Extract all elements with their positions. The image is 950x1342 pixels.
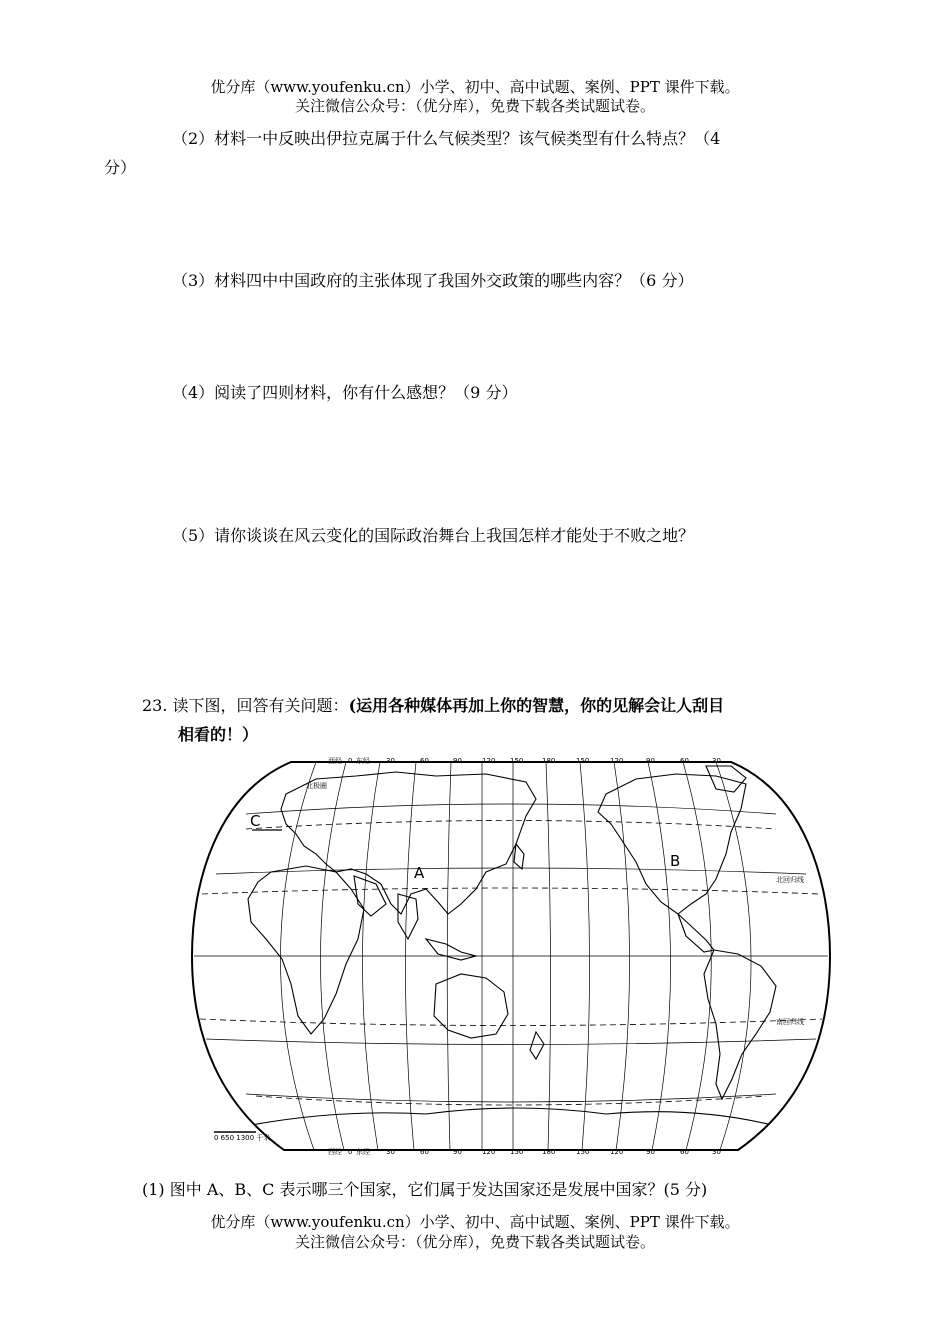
- top-lon-label-13: 30: [712, 757, 721, 765]
- top-lon-label-0: 西经: [328, 757, 342, 765]
- north-america: [598, 774, 746, 914]
- bottom-lon-label-3: 30: [386, 1148, 395, 1156]
- header-line-1: 优分库（www.youfenku.cn）小学、初中、高中试题、案例、PPT 课件下载。: [210, 78, 740, 96]
- arctic-circle-label: 北极圈: [306, 782, 327, 790]
- top-lon-label-4: 60: [420, 757, 429, 765]
- question-2-line-2: 分）: [104, 158, 137, 177]
- new-zealand: [530, 1032, 544, 1059]
- footer-line-2: 关注微信公众号：（优分库），免费下载各类试题试卷。: [294, 1233, 655, 1251]
- central-america: [678, 914, 714, 952]
- top-lon-label-7: 150: [510, 757, 524, 765]
- bottom-lon-label-9: 150: [576, 1148, 590, 1156]
- top-longitude-labels: [328, 756, 721, 765]
- japan: [514, 844, 524, 869]
- tropic-south-label: 南回归线: [776, 1018, 804, 1026]
- bottom-lon-label-1: 0: [348, 1148, 353, 1156]
- map-label-b: B: [670, 852, 681, 870]
- scale-bar: [214, 1132, 270, 1142]
- top-lon-label-5: 90: [453, 757, 462, 765]
- bottom-lon-label-10: 120: [610, 1148, 624, 1156]
- question-5: （5）请你谈谈在风云变化的国际政治舞台上我国怎样才能处于不败之地？: [172, 526, 695, 545]
- bottom-lon-label-7: 150: [510, 1148, 524, 1156]
- question-4: （4）阅读了四则材料，你有什么感想？（9 分）: [172, 383, 518, 402]
- top-lon-label-11: 90: [646, 757, 655, 765]
- top-lon-label-8: 180: [542, 757, 556, 765]
- top-lon-label-1: 0: [348, 757, 353, 765]
- arabia: [354, 876, 386, 916]
- top-lon-label-10: 120: [610, 757, 624, 765]
- question-23-bold-line-2: 相看的！）: [178, 725, 259, 744]
- continents: [246, 766, 776, 1126]
- antarctica: [246, 1108, 776, 1126]
- map-label-a: A: [414, 864, 425, 882]
- top-lon-label-3: 30: [386, 757, 395, 765]
- top-lon-label-9: 150: [576, 757, 590, 765]
- top-lon-label-12: 60: [680, 757, 689, 765]
- tropic-north-label: 北回归线: [776, 876, 804, 884]
- south-america: [704, 950, 776, 1099]
- header-line-2: 关注微信公众号：（优分库），免费下载各类试题试卷。: [294, 97, 655, 115]
- footer-line-1: 优分库（www.youfenku.cn）小学、初中、高中试题、案例、PPT 课件下载。: [210, 1213, 740, 1231]
- map-label-c: C: [250, 812, 261, 830]
- bottom-lon-label-11: 90: [646, 1148, 655, 1156]
- bottom-lon-label-6: 120: [482, 1148, 496, 1156]
- bottom-lon-label-4: 60: [420, 1148, 429, 1156]
- scale-label: 0 650 1300 千米: [214, 1134, 271, 1142]
- africa: [248, 866, 364, 1034]
- question-23-bold-line-1: (运用各种媒体再加上你的智慧，你的见解会让人刮目: [348, 696, 725, 715]
- question-23-sub-1: (1) 图中 A、B、C 表示哪三个国家，它们属于发达国家还是发展中国家？(5 分): [142, 1180, 708, 1199]
- bottom-lon-label-5: 90: [453, 1148, 462, 1156]
- question-23-number: 23.: [142, 696, 168, 715]
- world-map: [186, 754, 836, 1158]
- bottom-lon-label-12: 60: [680, 1148, 689, 1156]
- question-3: （3）材料四中中国政府的主张体现了我国外交政策的哪些内容？（6 分）: [172, 271, 694, 290]
- bottom-lon-label-13: 30: [712, 1148, 721, 1156]
- tropic-lines: [200, 821, 822, 1106]
- question-23-prompt: 读下图，回答有关问题：: [172, 696, 349, 715]
- eurasia: [281, 772, 536, 914]
- australia: [434, 974, 508, 1038]
- question-23-line-1: [142, 694, 724, 718]
- bottom-lon-label-8: 180: [542, 1148, 556, 1156]
- bottom-longitude-labels: [328, 1147, 721, 1156]
- top-lon-label-6: 120: [482, 757, 496, 765]
- indonesia: [426, 939, 476, 960]
- question-2-line-1: （2）材料一中反映出伊拉克属于什么气候类型？该气候类型有什么特点？（4: [172, 129, 721, 148]
- bottom-lon-label-0: 西经: [328, 1148, 342, 1156]
- top-lon-label-2: 东经: [356, 757, 370, 765]
- bottom-lon-label-2: 东经: [356, 1148, 370, 1156]
